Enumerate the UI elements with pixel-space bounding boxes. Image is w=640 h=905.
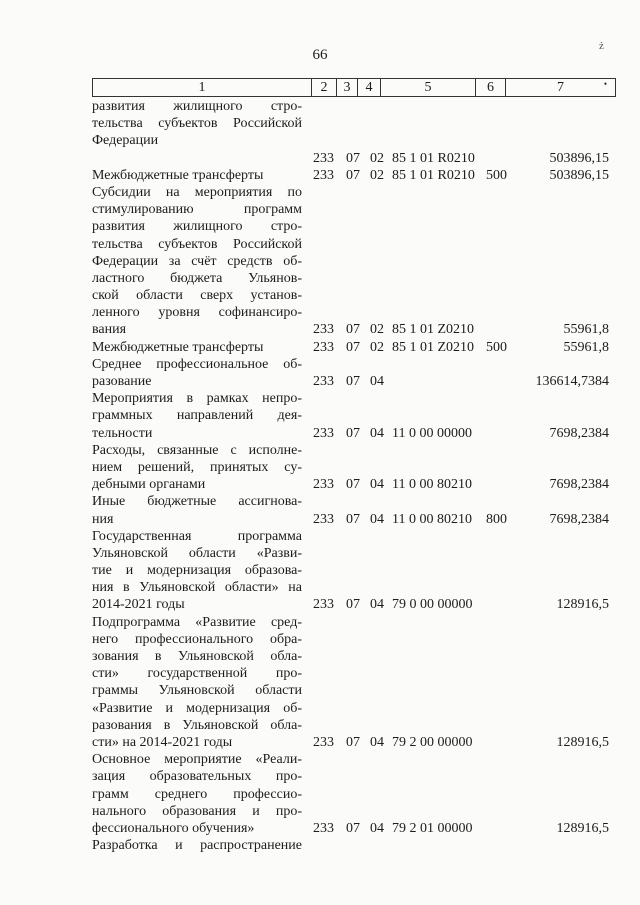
- section-code: 07: [346, 820, 360, 836]
- subsection-code: 02: [370, 339, 384, 355]
- table-line: [0, 218, 640, 235]
- table-line: [0, 407, 640, 424]
- target-article-code: 11 0 00 80210: [392, 477, 472, 493]
- section-code: 07: [346, 734, 360, 750]
- line-description: граммных направлений дея-: [92, 408, 302, 424]
- table-line: [0, 562, 640, 579]
- table-line: [0, 321, 640, 338]
- table-line: [0, 270, 640, 287]
- expense-type-code: 500: [486, 167, 507, 183]
- line-description: 2014-2021 годы: [92, 597, 185, 613]
- line-description: тельства субъектов Российской: [92, 116, 302, 132]
- line-description: Федерации за счёт средств об-: [92, 253, 302, 269]
- amount: 128916,5: [556, 820, 609, 836]
- table-line: [0, 287, 640, 304]
- line-description: нием решений, принятых су-: [92, 459, 302, 475]
- subsection-code: 02: [370, 322, 384, 338]
- line-description: Федерации: [92, 133, 159, 149]
- column-header-1: 1: [93, 79, 312, 96]
- subsection-code: 04: [370, 597, 384, 613]
- line-description: грамм среднего профессио-: [92, 786, 302, 802]
- line-description: Субсидии на мероприятия по: [92, 184, 302, 200]
- line-description: разование: [92, 374, 152, 389]
- section-code: 07: [346, 477, 360, 493]
- table-line: [0, 115, 640, 132]
- column-header-4: 4: [358, 79, 381, 96]
- line-description: ния: [92, 511, 114, 527]
- amount: 128916,5: [556, 597, 609, 613]
- section-code: 07: [346, 150, 360, 166]
- table-line: [0, 717, 640, 734]
- amount: 55961,8: [563, 339, 609, 355]
- line-description: Подпрограмма «Развитие сред-: [92, 614, 302, 630]
- department-code: 233: [313, 150, 334, 166]
- subsection-code: 04: [370, 820, 384, 836]
- line-description: дебными органами: [92, 477, 206, 493]
- line-description: граммы Ульяновской области: [92, 683, 302, 699]
- table-line: [0, 184, 640, 201]
- table-line: [0, 167, 640, 184]
- section-code: 07: [346, 322, 360, 338]
- subsection-code: 02: [370, 167, 384, 183]
- line-description: ластного бюджета Ульянов-: [92, 270, 302, 286]
- table-line: [0, 614, 640, 631]
- table-line: [0, 150, 640, 167]
- table-line: [0, 339, 640, 356]
- target-article-code: 11 0 00 80210: [392, 511, 472, 527]
- amount: 7698,2384: [549, 425, 609, 441]
- department-code: 233: [313, 425, 334, 441]
- table-line: [0, 201, 640, 218]
- expense-type-code: 500: [486, 339, 507, 355]
- section-code: 07: [346, 167, 360, 183]
- section-code: 07: [346, 374, 360, 389]
- department-code: 233: [313, 597, 334, 613]
- table-line: [0, 579, 640, 596]
- line-description: Разработка и распространение: [92, 838, 302, 854]
- line-description: Мероприятия в рамках непро-: [92, 391, 302, 407]
- table-line: [0, 596, 640, 613]
- target-article-code: 11 0 00 00000: [392, 425, 472, 441]
- target-article-code: 85 1 01 Z0210: [392, 339, 475, 355]
- line-description: Межбюджетные трансферты: [92, 339, 264, 355]
- subsection-code: 04: [370, 511, 384, 527]
- line-description: вания: [92, 322, 127, 338]
- section-code: 07: [346, 425, 360, 441]
- subsection-code: 04: [370, 374, 384, 389]
- line-description: фессионального обучения»: [92, 820, 255, 836]
- table-line: [0, 648, 640, 665]
- table-line: [0, 511, 640, 528]
- line-description: Основное мероприятие «Реали-: [92, 752, 302, 768]
- department-code: 233: [313, 511, 334, 527]
- table-line: [0, 132, 640, 149]
- amount: 7698,2384: [549, 511, 609, 527]
- line-description: нального образования и про-: [92, 803, 302, 819]
- line-description: развития жилищного стро-: [92, 219, 302, 235]
- table-line: [0, 768, 640, 785]
- table-line: [0, 390, 640, 407]
- department-code: 233: [313, 374, 334, 389]
- target-article-code: 79 2 00 00000: [392, 734, 473, 750]
- amount: 55961,8: [563, 322, 609, 338]
- table-line: [0, 304, 640, 321]
- line-description: Государственная программа: [92, 528, 302, 544]
- subsection-code: 04: [370, 477, 384, 493]
- table-line: [0, 425, 640, 442]
- table-line: [0, 631, 640, 648]
- line-description: него профессионального обра-: [92, 631, 302, 647]
- target-article-code: 79 2 01 00000: [392, 820, 473, 836]
- table-line: [0, 493, 640, 510]
- table-line: [0, 665, 640, 682]
- corner-mark: ż: [599, 40, 604, 52]
- table-line: [0, 442, 640, 459]
- column-header-7: [506, 79, 615, 96]
- line-description: «Развитие и модернизация об-: [92, 700, 302, 716]
- page-number: 66: [312, 47, 328, 63]
- line-description: сти» на 2014-2021 годы: [92, 734, 233, 750]
- target-article-code: 85 1 01 R0210: [392, 150, 475, 166]
- amount: 128916,5: [556, 734, 609, 750]
- department-code: 233: [313, 820, 334, 836]
- department-code: 233: [313, 734, 334, 750]
- amount: 503896,15: [549, 167, 609, 183]
- line-description: стимулированию программ: [92, 202, 302, 218]
- target-article-code: 85 1 01 Z0210: [392, 322, 475, 338]
- table-column-header: [92, 78, 616, 97]
- table-line: [0, 820, 640, 837]
- line-description: ской области сверх установ-: [92, 288, 302, 304]
- table-line: [0, 700, 640, 717]
- table-line: [0, 528, 640, 545]
- amount: 503896,15: [549, 150, 609, 166]
- amount: 7698,2384: [549, 477, 609, 493]
- line-description: тельности: [92, 425, 153, 441]
- column-header-6: 6: [476, 79, 506, 96]
- table-line: [0, 545, 640, 562]
- section-code: 07: [346, 597, 360, 613]
- table-line: [0, 751, 640, 768]
- line-description: Межбюджетные трансферты: [92, 167, 264, 183]
- line-description: Среднее профессиональное об-: [92, 356, 302, 372]
- department-code: 233: [313, 322, 334, 338]
- table-line: [0, 253, 640, 270]
- table-line: [0, 373, 640, 390]
- line-description: тие и модернизация образова-: [92, 563, 302, 579]
- target-article-code: 79 0 00 00000: [392, 597, 473, 613]
- line-description: сти» государственной про-: [92, 666, 302, 682]
- line-description: зация образовательных про-: [92, 769, 302, 785]
- table-line: [0, 476, 640, 493]
- line-description: зования в Ульяновской обла-: [92, 649, 302, 664]
- department-code: 233: [313, 477, 334, 493]
- table-line: [0, 803, 640, 820]
- target-article-code: 85 1 01 R0210: [392, 167, 475, 183]
- line-description: Ульяновской области «Разви-: [92, 545, 302, 561]
- column-header-5: 5: [381, 79, 476, 96]
- table-line: [0, 356, 640, 373]
- table-body: [0, 98, 640, 854]
- column-header-7-label: 7: [557, 80, 564, 95]
- table-line: [0, 837, 640, 854]
- column-header-2: 2: [312, 79, 337, 96]
- table-line: [0, 236, 640, 253]
- table-line: [0, 98, 640, 115]
- subsection-code: 04: [370, 425, 384, 441]
- line-description: ленного уровня софинансиро-: [92, 305, 302, 321]
- table-line: [0, 682, 640, 699]
- amount: 136614,7384: [535, 374, 609, 389]
- line-description: разования в Ульяновской обла-: [92, 717, 302, 733]
- section-code: 07: [346, 511, 360, 527]
- line-description: тельства субъектов Российской: [92, 236, 302, 252]
- dot-mark: •: [603, 79, 607, 89]
- subsection-code: 04: [370, 734, 384, 750]
- column-header-3: 3: [337, 79, 358, 96]
- table-line: [0, 459, 640, 476]
- line-description: ния в Ульяновской области» на: [92, 580, 302, 596]
- table-line: [0, 734, 640, 751]
- expense-type-code: 800: [486, 511, 507, 527]
- department-code: 233: [313, 167, 334, 183]
- department-code: 233: [313, 339, 334, 355]
- section-code: 07: [346, 339, 360, 355]
- line-description: Расходы, связанные с исполне-: [92, 442, 302, 458]
- subsection-code: 02: [370, 150, 384, 166]
- line-description: развития жилищного стро-: [92, 99, 302, 114]
- table-line: [0, 786, 640, 803]
- line-description: Иные бюджетные ассигнова-: [92, 494, 302, 510]
